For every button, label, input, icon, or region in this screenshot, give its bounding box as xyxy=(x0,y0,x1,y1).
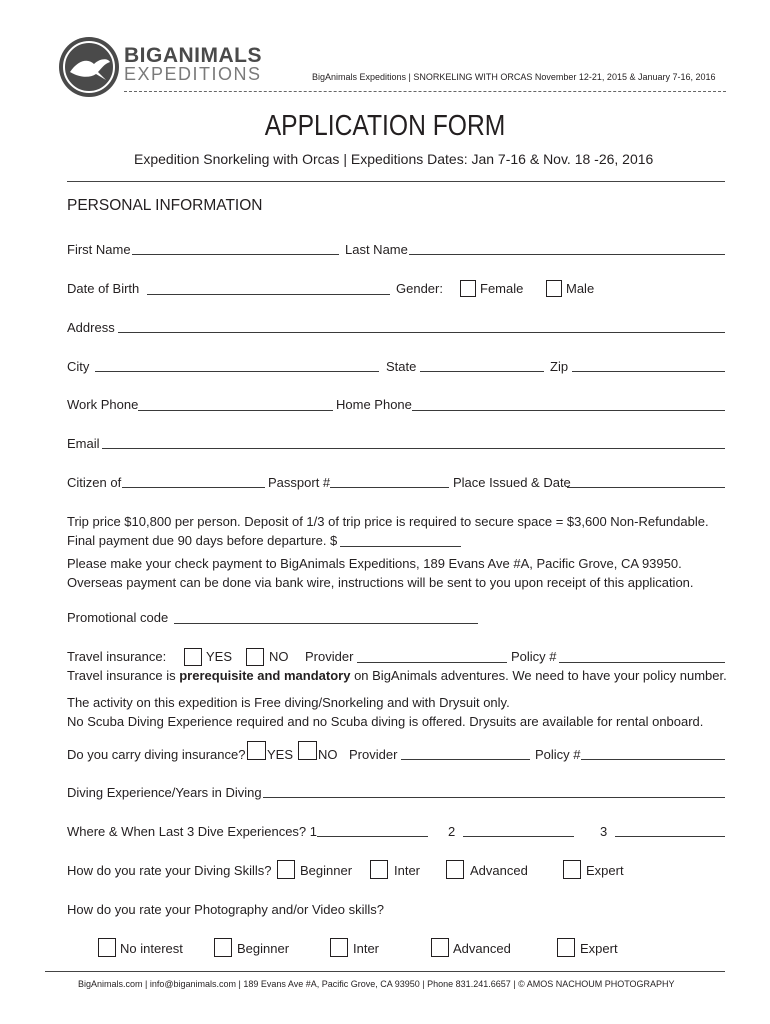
photo-advanced-label: Advanced xyxy=(453,941,511,956)
page-subtitle: Expedition Snorkeling with Orcas | Expeditions Dates: Jan 7-16 & Nov. 18 -26, 2016 xyxy=(134,151,654,167)
last-name-label: Last Name xyxy=(345,242,408,257)
payment-line-3: Please make your check payment to BigAnimals Expeditions, 189 Evans Ave #A, Pacific Grove, CA 93950. xyxy=(67,556,682,571)
city-label: City xyxy=(67,359,90,374)
diving-experience-field[interactable] xyxy=(263,797,725,798)
address-label: Address xyxy=(67,320,115,335)
photo-inter-checkbox[interactable] xyxy=(330,938,348,957)
logo xyxy=(58,36,120,98)
skill-inter-checkbox[interactable] xyxy=(370,860,388,879)
insurance-note xyxy=(67,668,727,683)
header-tagline: BigAnimals Expeditions | SNORKELING WITH ORCAS November 12-21, 2015 & January 7-16, 2016 xyxy=(312,72,716,82)
gender-label: Gender: xyxy=(396,281,443,296)
male-label: Male xyxy=(566,281,595,296)
activity-line-2: No Scuba Diving Experience required and no Scuba diving is offered. Drysuits are available for rental onboard. xyxy=(67,714,704,729)
photo-inter-label: Inter xyxy=(353,941,380,956)
travel-insurance-no-checkbox[interactable] xyxy=(246,648,264,666)
insurance-note-post: on BigAnimals adventures. We need to have your policy number. xyxy=(350,668,727,683)
diving-policy-field[interactable] xyxy=(581,759,725,760)
work-phone-label: Work Phone xyxy=(67,397,139,412)
diving-insurance-yes-checkbox[interactable] xyxy=(247,741,266,760)
skill-inter-label: Inter xyxy=(394,863,421,878)
skill-beginner-label: Beginner xyxy=(300,863,353,878)
last-dive-2-number: 2 xyxy=(448,824,456,839)
insurance-note-bold: prerequisite and mandatory xyxy=(179,668,351,683)
payment-line-2: Final payment due 90 days before departure. $ xyxy=(67,533,338,548)
travel-provider-label: Provider xyxy=(305,649,354,664)
citizen-field[interactable] xyxy=(122,487,265,488)
last-dives-label: Where & When Last 3 Dive Experiences? 1 xyxy=(67,824,318,839)
last-name-field[interactable] xyxy=(409,254,725,255)
dob-label: Date of Birth xyxy=(67,281,140,296)
photo-expert-checkbox[interactable] xyxy=(557,938,575,957)
photo-beginner-label: Beginner xyxy=(237,941,290,956)
diving-experience-label: Diving Experience/Years in Diving xyxy=(67,785,262,800)
footer-text: BigAnimals.com | info@biganimals.com | 189 Evans Ave #A, Pacific Grove, CA 93950 | Phone 831.241.6657 | © AMOS NACHOUM PHOTOGRAPHY xyxy=(78,979,675,989)
photo-no-interest-label: No interest xyxy=(120,941,183,956)
diving-insurance-yes-label: YES xyxy=(267,747,294,762)
section-heading: PERSONAL INFORMATION xyxy=(67,197,263,214)
diving-provider-field[interactable] xyxy=(401,759,530,760)
diving-insurance-label: Do you carry diving insurance? xyxy=(67,747,246,762)
last-dive-2-field[interactable] xyxy=(463,836,574,837)
photo-advanced-checkbox[interactable] xyxy=(431,938,449,957)
place-issued-label: Place Issued & Date xyxy=(453,475,571,490)
skill-advanced-label: Advanced xyxy=(470,863,528,878)
title-divider xyxy=(67,181,725,182)
footer-divider xyxy=(45,971,725,972)
photo-expert-label: Expert xyxy=(580,941,618,956)
first-name-field[interactable] xyxy=(132,254,339,255)
city-field[interactable] xyxy=(95,371,379,372)
zip-label: Zip xyxy=(550,359,569,374)
state-label: State xyxy=(386,359,417,374)
citizen-label: Citizen of xyxy=(67,475,122,490)
payment-line-4: Overseas payment can be done via bank wire, instructions will be sent to you upon receipt of this application. xyxy=(67,575,694,590)
first-name-label: First Name xyxy=(67,242,131,257)
email-field[interactable] xyxy=(102,448,725,449)
work-phone-field[interactable] xyxy=(138,410,333,411)
home-phone-field[interactable] xyxy=(412,410,725,411)
promo-label: Promotional code xyxy=(67,610,169,625)
state-field[interactable] xyxy=(420,371,544,372)
final-payment-field[interactable] xyxy=(340,546,461,547)
last-dive-1-field[interactable] xyxy=(317,836,428,837)
manta-ray-icon xyxy=(58,36,120,98)
diving-policy-label: Policy # xyxy=(535,747,581,762)
email-label: Email xyxy=(67,436,100,451)
address-field[interactable] xyxy=(118,332,725,333)
photo-no-interest-checkbox[interactable] xyxy=(98,938,116,957)
insurance-note-pre: Travel insurance is xyxy=(67,668,180,683)
passport-field[interactable] xyxy=(330,487,449,488)
female-checkbox[interactable] xyxy=(460,280,476,297)
page-title: APPLICATION FORM xyxy=(264,110,506,142)
skill-beginner-checkbox[interactable] xyxy=(277,860,295,879)
activity-line-1: The activity on this expedition is Free diving/Snorkeling and with Drysuit only. xyxy=(67,695,510,710)
male-checkbox[interactable] xyxy=(546,280,562,297)
zip-field[interactable] xyxy=(572,371,725,372)
brand-top: BIGANIMALS xyxy=(124,44,262,67)
diving-provider-label: Provider xyxy=(349,747,398,762)
home-phone-label: Home Phone xyxy=(336,397,412,412)
last-dive-3-number: 3 xyxy=(600,824,608,839)
payment-line-1: Trip price $10,800 per person. Deposit of 1/3 of trip price is required to secure space = $3,600 Non-Refundable. xyxy=(67,514,709,529)
skill-expert-checkbox[interactable] xyxy=(563,860,581,879)
travel-provider-field[interactable] xyxy=(357,662,507,663)
diving-insurance-no-label: NO xyxy=(318,747,338,762)
photo-beginner-checkbox[interactable] xyxy=(214,938,232,957)
place-issued-field[interactable] xyxy=(567,487,725,488)
last-dive-3-field[interactable] xyxy=(615,836,725,837)
travel-policy-field[interactable] xyxy=(559,662,725,663)
diving-insurance-no-checkbox[interactable] xyxy=(298,741,317,760)
travel-insurance-yes-label: YES xyxy=(206,649,233,664)
dob-field[interactable] xyxy=(147,294,390,295)
travel-insurance-no-label: NO xyxy=(269,649,289,664)
female-label: Female xyxy=(480,281,524,296)
travel-policy-label: Policy # xyxy=(511,649,557,664)
photo-skills-question: How do you rate your Photography and/or Video skills? xyxy=(67,902,385,917)
skill-advanced-checkbox[interactable] xyxy=(446,860,464,879)
passport-label: Passport # xyxy=(268,475,331,490)
skill-expert-label: Expert xyxy=(586,863,624,878)
diving-skills-question: How do you rate your Diving Skills? xyxy=(67,863,272,878)
header-divider xyxy=(124,91,726,92)
travel-insurance-label: Travel insurance: xyxy=(67,649,167,664)
travel-insurance-yes-checkbox[interactable] xyxy=(184,648,202,666)
promo-field[interactable] xyxy=(174,623,478,624)
brand-bottom: EXPEDITIONS xyxy=(124,64,262,84)
